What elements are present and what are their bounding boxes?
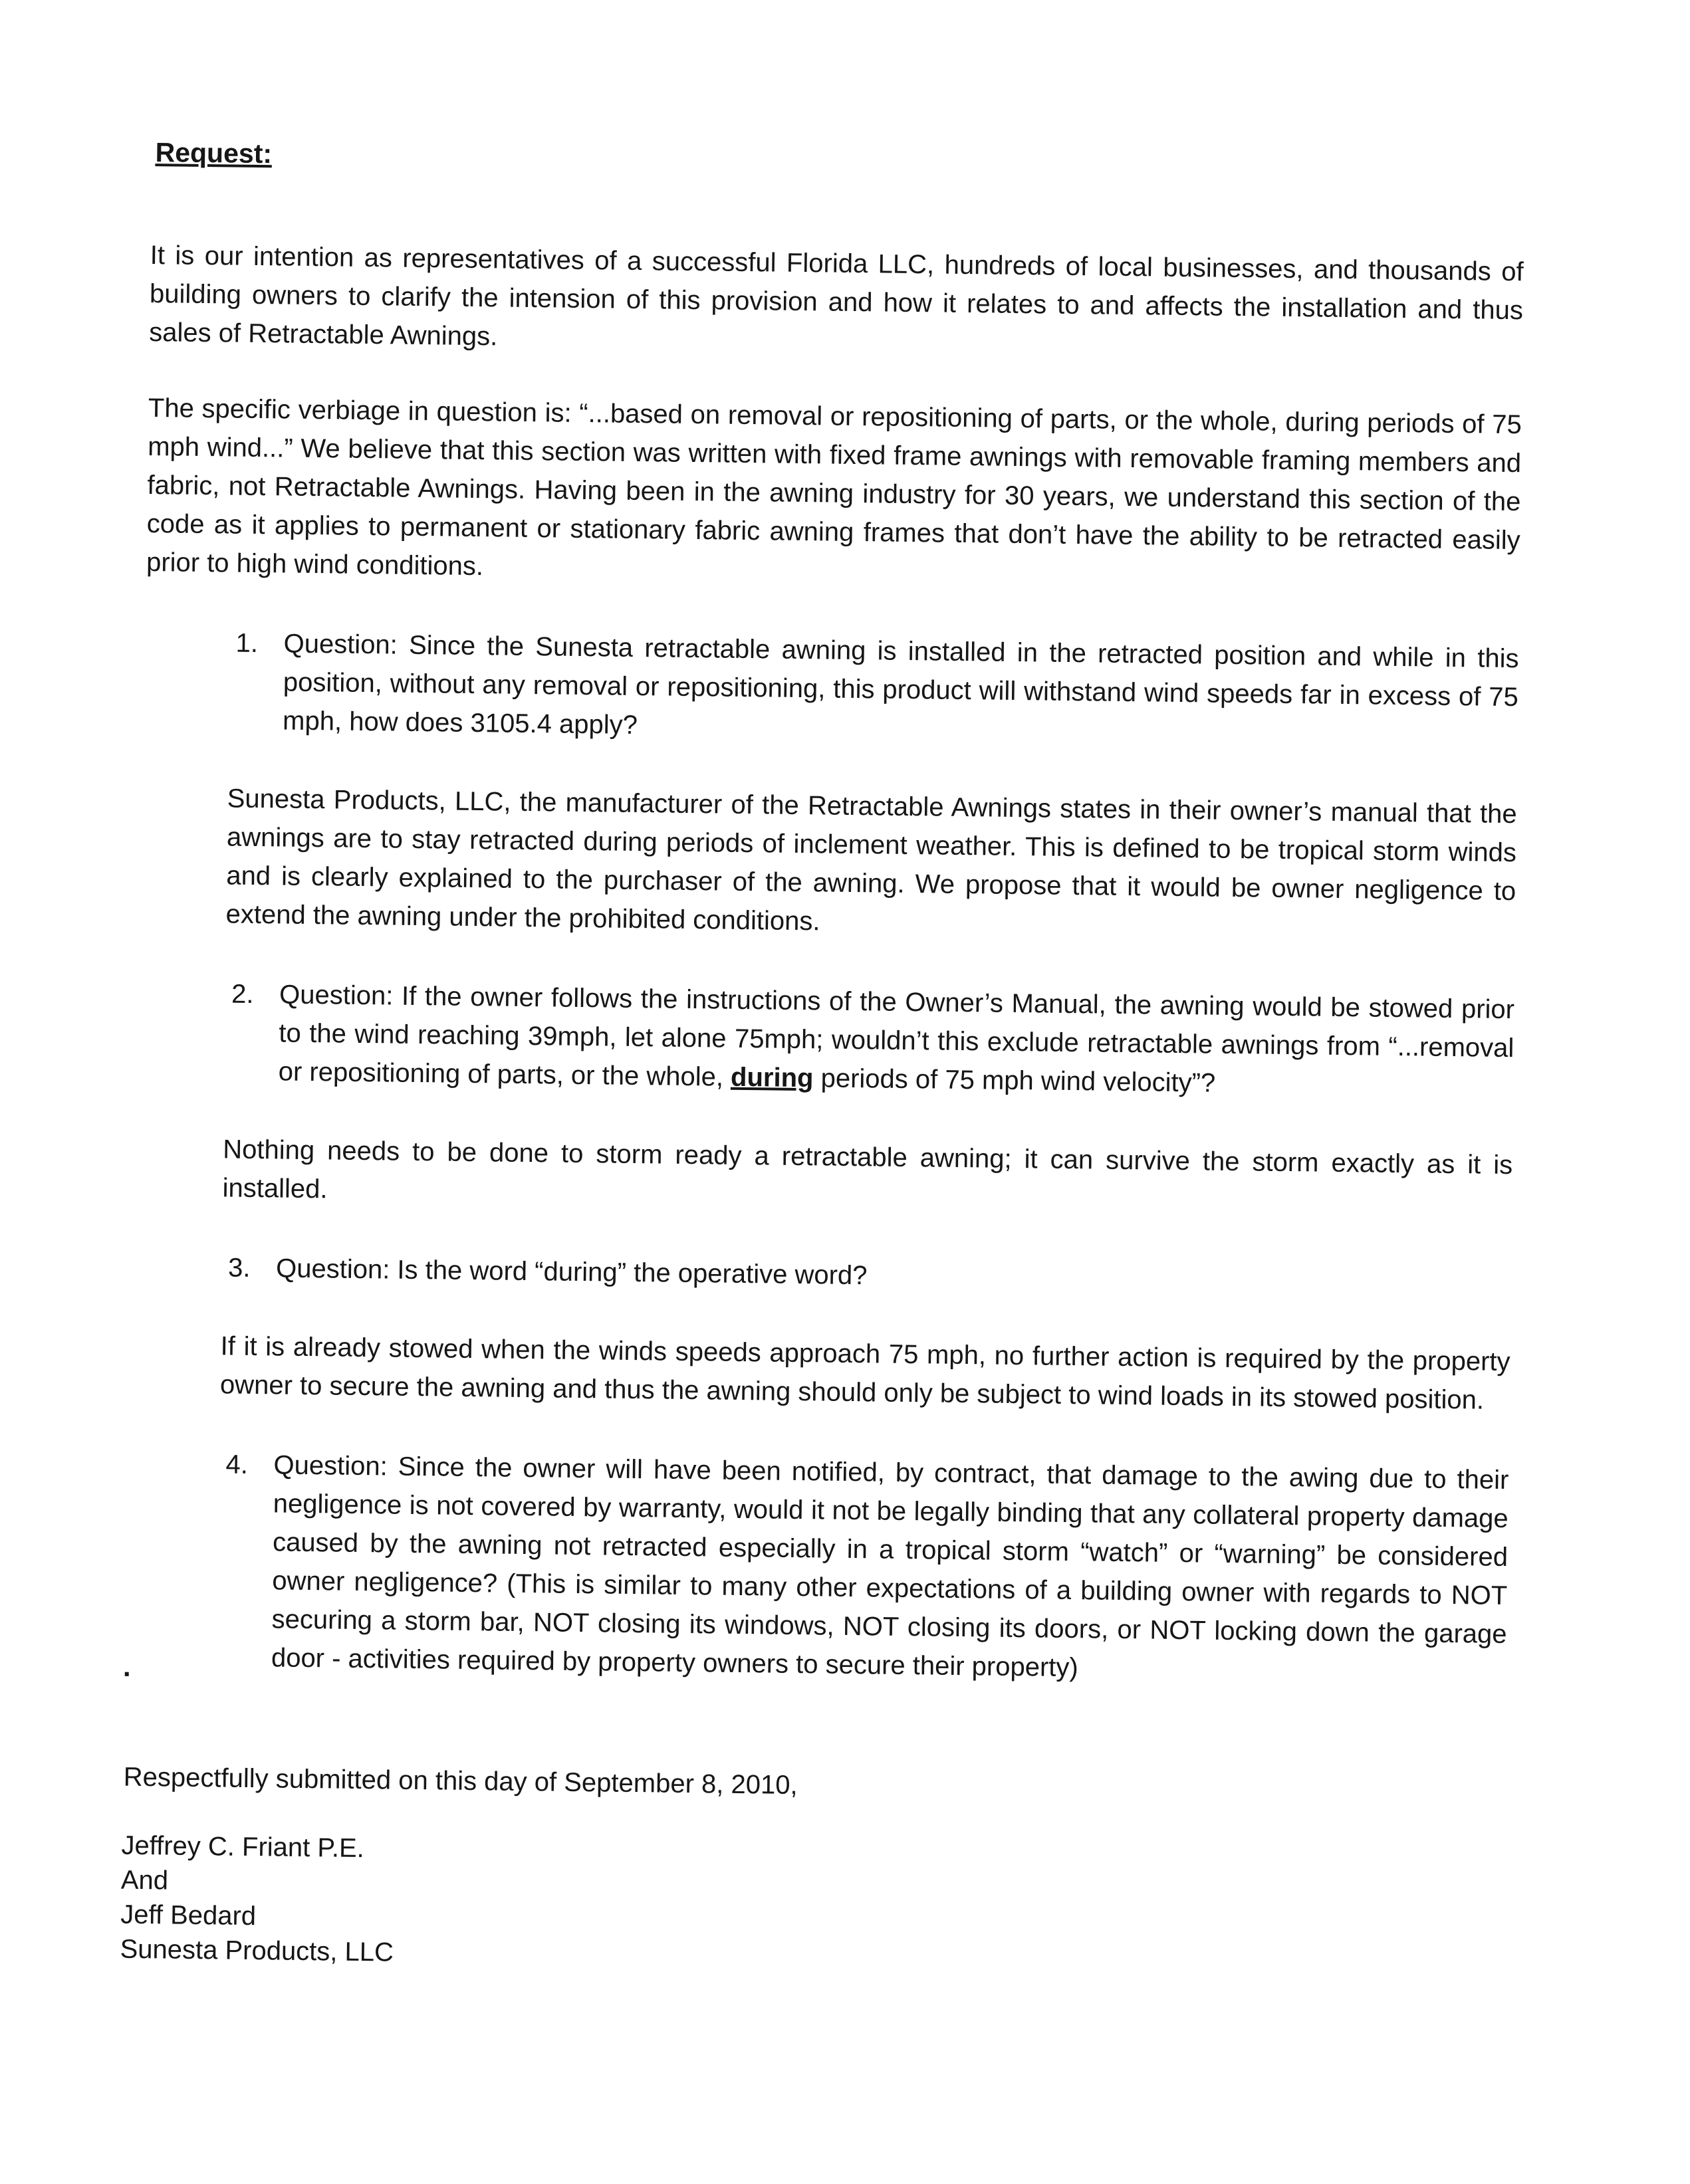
signature-name: Jeffrey C. Friant P.E. <box>121 1831 365 1864</box>
question-number-1: 1. <box>235 629 259 659</box>
followup-paragraph-2: Nothing needs to be done to storm ready a retractable awning; it can survive the storm exactly as it is installed. <box>222 1135 1513 1204</box>
letter-content <box>120 133 1525 1983</box>
question-number-4: 4. <box>225 1450 249 1480</box>
question-item-1 <box>144 623 1519 755</box>
emphasized-word-during: during <box>730 1063 814 1093</box>
question-2-text-after: periods of 75 mph wind velocity”? <box>813 1063 1216 1099</box>
question-number-3: 3. <box>227 1253 251 1283</box>
signature-and: And <box>120 1866 169 1896</box>
closing-line: Respectfully submitted on this day of September 8, 2010, <box>123 1763 798 1801</box>
signature-block <box>120 1828 1504 1983</box>
signature-name-2: Jeff Bedard <box>120 1900 257 1931</box>
intro-paragraph-1: It is our intention as representatives of a successful Florida LLC, hundreds of local businesses, and thousands of building owners to clarify the intension of this provision and how it relates to and affects the installation and thus sales of Retractable Awnings. <box>149 241 1524 352</box>
stray-scan-mark: . <box>122 1650 131 1683</box>
followup-paragraph-1: Sunesta Products, LLC, the manufacturer of the Retractable Awnings states in their owner’s manual that the awnings are to stay retracted during periods of inclement weather. This is defined to be tropical storm winds and is clearly explained to the purchaser of the awning. We propose that it would be owner negligence to extend the awning under the prohibited conditions. <box>225 784 1517 936</box>
question-text-1: Question: Since the Sunesta retractable awning is installed in the retracted position and while in this position, without any removal or repositioning, this product will withstand wind speeds far in excess of 75 mph, how does 3105.4 apply? <box>282 629 1519 740</box>
request-heading: Request: <box>155 137 273 169</box>
question-item-3 <box>138 1248 1512 1303</box>
question-item-4 <box>133 1444 1509 1692</box>
followup-paragraph-3: If it is already stowed when the winds speeds approach 75 mph, no further action is required by the property owner to secure the awning and thus the awning should only be subject to wind loads in its stowed position. <box>219 1331 1510 1416</box>
question-number-2: 2. <box>231 980 254 1010</box>
signature-company: Sunesta Products, LLC <box>120 1935 394 1968</box>
question-text-3: Question: Is the word “during” the operative word? <box>275 1254 868 1291</box>
question-2-text-before: Question: If the owner follows the instructions of the Owner’s Manual, the awning would be stowed prior to the wind reaching 39mph, let alone 75mph; wouldn’t this exclude retractable awnings from “...removal or repositioning of parts, or the whole, <box>278 980 1515 1093</box>
question-item-2 <box>140 974 1514 1106</box>
intro-paragraph-2: The specific verbiage in question is: “...based on removal or repositioning of parts, or the whole, during periods of 75 mph wind...” We believe that this section was written with fixed frame awnings with removable framing members and fabric, not Retractable Awnings. Having been in the awning industry for 30 years, we understand this section of the code as it applies to permanent or stationary fabric awning frames that don’t have the ability to be retracted easily prior to high wind conditions. <box>146 393 1522 582</box>
question-text-4: Question: Since the owner will have been notified, by contract, that damage to the awing due to their negligence is not covered by warranty, would it not be legally binding that any collateral property damage caused by the awning not retracted especially in a tropical storm “watch” or “warning” be considered owner negligence? (This is similar to many other expectations of a building owner with regards to NOT securing a storm bar, NOT closing its windows, NOT closing its doors, or NOT locking down the garage door - activities required by property owners to secure their property) <box>271 1450 1509 1683</box>
question-text-2 <box>278 976 1514 1107</box>
